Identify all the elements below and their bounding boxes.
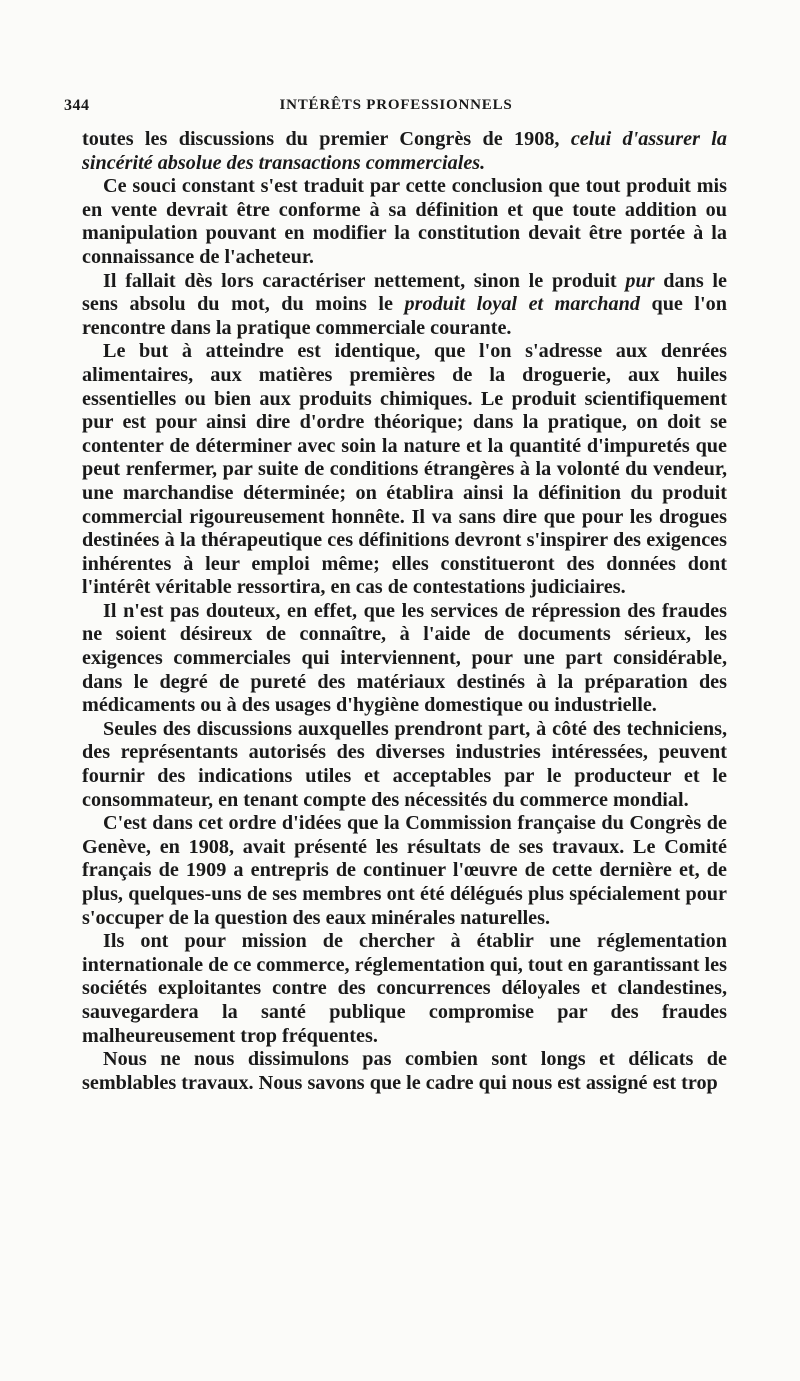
paragraph-3-italic-2: produit loyal et marchand bbox=[404, 293, 640, 316]
body-text bbox=[82, 128, 727, 1095]
paragraph-6: Seules des discussions auxquelles prendront part, à côté des techniciens, des représentants autorisés des diverses industries intéressées, peuvent fournir des indications utiles et acceptables par le producteur et le consommateur, en tenant compte des nécessités du commerce mondial. bbox=[82, 717, 727, 811]
paragraph-3-middle: dans le sens absolu du mot, du moins le bbox=[82, 269, 727, 316]
paragraph-9: Nous ne nous dissimulons pas combien sont longs et délicats de semblables travaux. Nous savons que le cadre qui nous est assigné est trop bbox=[82, 1048, 727, 1094]
paragraph-3-after: que l'on rencontre dans la pratique commerciale courante. bbox=[82, 293, 727, 339]
paragraph-3 bbox=[82, 270, 727, 341]
running-head: INTÉRÊTS PROFESSIONNELS bbox=[279, 97, 513, 113]
paragraph-2: Ce souci constant s'est traduit par cette conclusion que tout produit mis en vente devrait être conforme à sa définition et que toute addition ou manipulation pouvant en modifier la constitution devait être portée à la connaissance de l'acheteur. bbox=[82, 175, 727, 268]
page-number: 344 bbox=[64, 97, 90, 114]
paragraph-3-text: Il fallait dès lors caractériser nettement, sinon le produit bbox=[103, 269, 626, 292]
page-header bbox=[64, 97, 728, 121]
paragraph-3-italic: pur bbox=[625, 269, 655, 292]
paragraph-5: Il n'est pas douteux, en effet, que les services de répression des fraudes ne soient désireux de connaître, à l'aide de documents sérieux, les exigences commerciales qui interviennent, pour une part considérable, dans le degré de pureté des matériaux destinés à la préparation des médicaments ou à des usages d'hygiène domestique ou industrielle. bbox=[82, 599, 727, 717]
paragraph-1 bbox=[82, 128, 727, 175]
paragraph-1-text: toutes les discussions du premier Congrès de 1908, bbox=[82, 128, 571, 150]
paragraph-8: Ils ont pour mission de chercher à établir une réglementation internationale de ce commerce, réglementation qui, tout en garantissant les sociétés exploitantes contre des concurrences déloyales et clandestines, sauvegardera la santé publique compromise par des fraudes malheureusement trop fréquentes. bbox=[82, 930, 727, 1047]
paragraph-1-italic: celui d'assurer la sincérité absolue des transactions commerciales. bbox=[82, 128, 727, 174]
paragraph-7: C'est dans cet ordre d'idées que la Commission française du Congrès de Genève, en 1908, avait présenté les résultats de ses travaux. Le Comité français de 1909 a entrepris de continuer l'œuvre de cette dernière et, de plus, quelques-uns de ses membres ont été délégués plus spécialement pour s'occuper de la question des eaux minérales naturelles. bbox=[82, 812, 727, 929]
paragraph-4: Le but à atteindre est identique, que l'on s'adresse aux denrées alimentaires, aux matières premières de la droguerie, aux huiles essentielles ou bien aux produits chimiques. Le produit scientifiquement pur est pour ainsi dire d'ordre théorique; dans la pratique, on doit se contenter de déterminer avec soin la nature et la quantité d'impuretés que peut renfermer, par suite de conditions étrangères à la volonté du vendeur, une marchandise déterminée; on établira ainsi la définition du produit commercial rigoureusement honnête. Il va sans dire que pour les drogues destinées à la thérapeutique ces définitions devront s'inspirer des exigences inhérentes à leur emploi même; elles constitueront des données dont l'intérêt véritable ressortira, en cas de contestations judiciaires. bbox=[82, 340, 727, 599]
